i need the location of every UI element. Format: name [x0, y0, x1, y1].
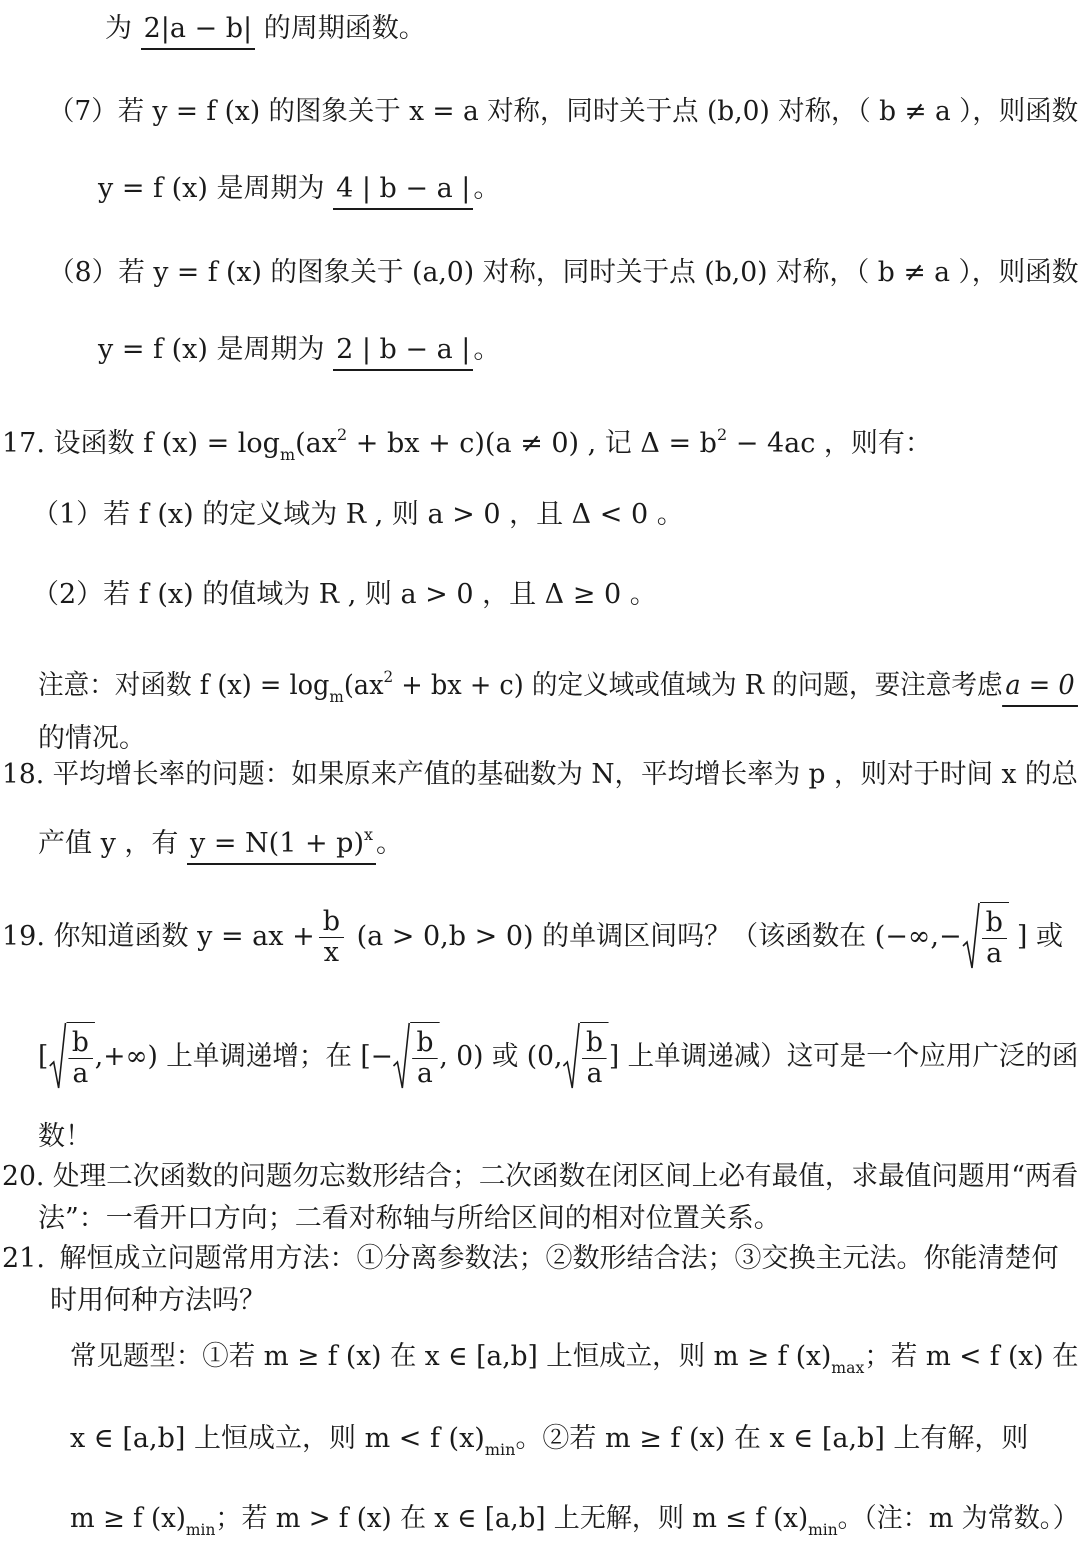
item19-line3: 数！ — [38, 1121, 92, 1152]
item16-tail-line — [105, 12, 426, 46]
item19-l2-c: , 0) 或 (0, — [439, 1041, 563, 1072]
item17-heading — [2, 418, 932, 472]
item17-case2: （2）若 f (x) 的值域为 R , 则 a > 0 ，且 Δ ≥ 0 。 — [32, 579, 657, 610]
item18-number: 18. — [2, 759, 45, 790]
item21-p3-sub2: min — [808, 1520, 838, 1539]
item18-text2: 产值 y ，有 — [38, 828, 188, 859]
item19-l2-b: ,+∞) 上单调递增；在 [− — [94, 1041, 393, 1072]
item17-note-line1 — [38, 660, 1078, 714]
item19-fraction-b-over-x — [319, 907, 344, 968]
item16-7-text1: 若 y = f (x) 的图象关于 x = a 对称，同时关于点 (b,0) 对称，（ b ≠ a ），则函数 — [117, 96, 1079, 127]
radical-sign-icon — [562, 1022, 580, 1090]
item17-note-end: 的情况。 — [38, 723, 146, 754]
item17-sub-m: m — [279, 445, 296, 464]
item21-line2: 时用何种方法吗？ — [50, 1285, 266, 1316]
item21-p3 — [70, 1502, 1079, 1547]
item19-sqrt2-num: b — [68, 1028, 93, 1059]
item19-frac-num: b — [319, 907, 344, 938]
item21-p2-b: 。②若 m ≥ f (x) 在 x ∈ [a,b] 上有解，则 — [515, 1423, 1029, 1454]
item21-p1-sub: max — [831, 1358, 865, 1377]
item19-l2-a: [ — [38, 1041, 49, 1072]
item17-text-d: − 4ac ，则有： — [727, 428, 932, 459]
item21-p2 — [70, 1422, 1028, 1467]
item21-text1: 解恒成立问题常用方法：①分离参数法；②数形结合法；③交换主元法。你能清楚何 — [59, 1243, 1059, 1274]
item21-p3-sub: min — [185, 1520, 216, 1539]
item17-text-a: 设函数 f (x) = log — [53, 428, 280, 459]
radical-sign-icon — [393, 1022, 411, 1090]
item17-text-b: (ax — [295, 428, 337, 459]
item19-text3: ] 或 — [1016, 921, 1063, 952]
item19-text1: 你知道函数 y = ax + — [53, 921, 315, 952]
item19-l2-d: ] 上单调递减）这可是一个应用广泛的函 — [608, 1041, 1079, 1072]
item17-case1: （1）若 f (x) 的定义域为 R , 则 a > 0 ，且 Δ < 0 。 — [32, 499, 684, 530]
item21-p3-b: ；若 m > f (x) 在 x ∈ [a,b] 上无解，则 m ≤ f (x) — [215, 1503, 809, 1534]
item21-p2-a: x ∈ [a,b] 上恒成立，则 m < f (x) — [70, 1423, 485, 1454]
item19-sqrt4-num: b — [582, 1028, 607, 1059]
item17-text-c: + bx + c)(a ≠ 0) , 记 Δ = b — [347, 428, 717, 459]
item19-text2: (a > 0,b > 0) 的单调区间吗？（该函数在 (−∞,− — [348, 921, 962, 952]
item21-p1-a: 常见题型：①若 m ≥ f (x) 在 x ∈ [a,b] 上恒成立，则 m ≥ f (x) — [70, 1341, 832, 1372]
item17-note-answer: a = 0 — [1003, 670, 1078, 707]
item16-8-label: （8） — [48, 257, 119, 288]
item16-tail-suffix: 的周期函数。 — [255, 13, 426, 44]
item20-number: 20. — [2, 1161, 45, 1192]
item18-answer-sup: x — [364, 825, 374, 844]
item18-text1: 平均增长率的问题：如果原来产值的基础数为 N，平均增长率为 p ，则对于时间 x 的总 — [52, 759, 1078, 790]
item17-note-c: + bx + c) 的定义域或值域为 R 的问题，要注意考虑 — [393, 670, 1003, 701]
item19-frac-den: x — [323, 937, 339, 968]
item17-note-b: (ax — [343, 670, 384, 701]
item19-sqrt-2 — [48, 1022, 94, 1093]
item21-p1-b: ；若 m < f (x) 在 — [864, 1341, 1079, 1372]
item19-sqrt3-den: a — [417, 1058, 433, 1089]
item16-8-line2 — [98, 333, 500, 367]
item21-p3-a: m ≥ f (x) — [70, 1503, 186, 1534]
item18-answer — [187, 825, 376, 865]
item19-sqrt-4 — [562, 1022, 608, 1093]
item16-8-answer: 2 | b − a | — [333, 334, 473, 371]
item21-p1 — [70, 1340, 1078, 1385]
item19-sqrt1-den: a — [986, 938, 1003, 969]
item19-line1 — [2, 902, 1063, 973]
item19-sqrt2-den: a — [72, 1058, 89, 1089]
item17-note-sup: 2 — [383, 667, 394, 686]
item16-8-text1: 若 y = f (x) 的图象关于 (a,0) 对称，同时关于点 (b,0) 对称，（ b ≠ a ），则函数 — [118, 257, 1079, 288]
item18-line2 — [38, 818, 403, 861]
item16-8-text2: y = f (x) 是周期为 — [98, 334, 334, 365]
item16-7-line1 — [48, 95, 1078, 129]
radical-sign-icon — [962, 902, 980, 970]
item19-sqrt1-num: b — [982, 908, 1007, 939]
item18-end: 。 — [376, 828, 404, 859]
item19-line2 — [38, 1022, 1078, 1093]
item16-7-answer: 4 | b − a | — [333, 173, 473, 210]
item16-7-end: 。 — [473, 173, 501, 204]
item17-number: 17. — [2, 428, 45, 459]
radical-sign-icon — [48, 1022, 66, 1090]
item20-line2: 法”：一看开口方向；二看对称轴与所给区间的相对位置关系。 — [38, 1203, 781, 1234]
item17-sup-2a: 2 — [337, 425, 348, 444]
item17-note-sub: m — [329, 687, 344, 706]
item16-8-line1 — [48, 256, 1078, 290]
item16-tail-answer: 2|a − b| — [141, 13, 256, 50]
item21-p2-sub: min — [484, 1440, 516, 1459]
item20-line1 — [2, 1160, 1078, 1194]
item16-8-end: 。 — [473, 334, 501, 365]
item19-sqrt3-num: b — [413, 1028, 438, 1059]
item17-sup-2b: 2 — [716, 425, 728, 444]
item16-7-line2 — [98, 172, 500, 206]
item16-tail-prefix: 为 — [105, 13, 141, 44]
item18-line1 — [2, 758, 1078, 792]
item21-line1 — [2, 1242, 1059, 1276]
item17-note-a: 注意：对函数 f (x) = log — [38, 670, 330, 701]
item19-sqrt-3 — [393, 1022, 439, 1093]
item16-7-text2: y = f (x) 是周期为 — [98, 173, 334, 204]
item21-p3-c: 。（注：m 为常数。） — [837, 1503, 1079, 1534]
item19-sqrt4-den: a — [586, 1058, 603, 1089]
item18-answer-base: y = N(1 + p) — [190, 828, 364, 859]
item20-text1: 处理二次函数的问题勿忘数形结合；二次函数在闭区间上必有最值，求最值问题用“两看 — [52, 1161, 1079, 1192]
item19-sqrt-1 — [962, 902, 1009, 973]
item16-7-label: （7） — [48, 96, 118, 127]
item19-number: 19. — [2, 921, 45, 952]
item21-number: 21. — [2, 1243, 45, 1274]
